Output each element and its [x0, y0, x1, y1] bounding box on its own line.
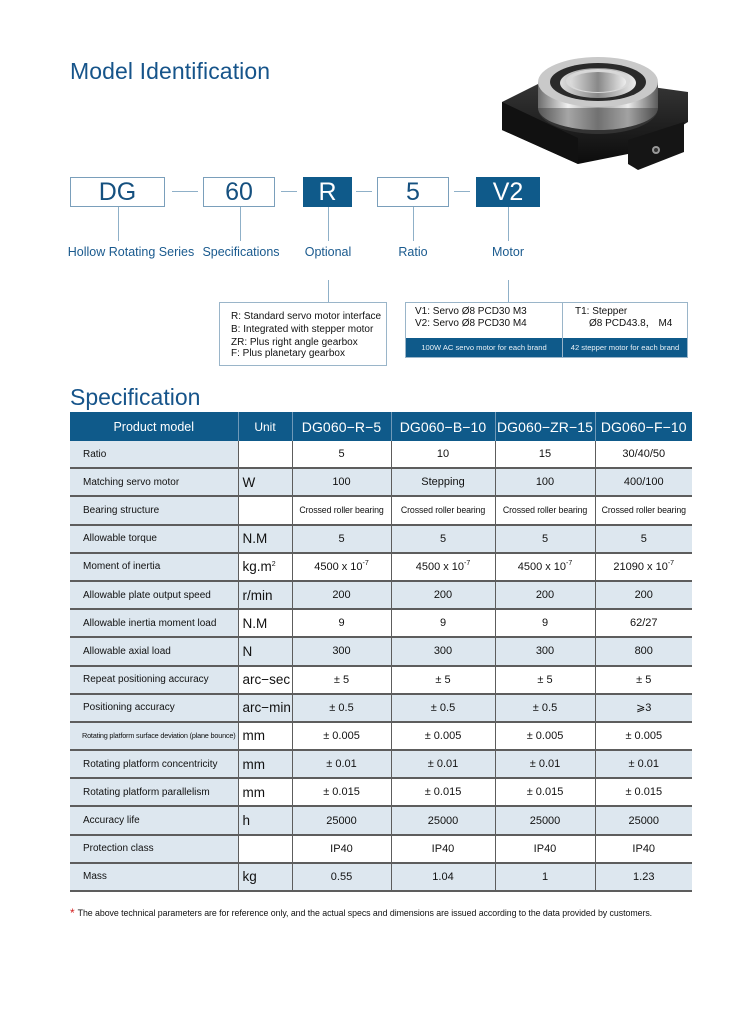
table-row — [70, 863, 692, 891]
row-label: Rotating platform parallelism — [70, 778, 238, 806]
row-value — [391, 496, 495, 524]
value-text: ± 0.005 — [424, 729, 462, 742]
row-value — [391, 637, 495, 665]
row-value — [595, 666, 692, 694]
code-optional-value: R — [318, 177, 337, 206]
row-value — [292, 666, 391, 694]
connector-line — [413, 207, 414, 241]
row-label: Moment of inertia — [70, 553, 238, 581]
row-value — [595, 525, 692, 553]
row-unit — [238, 722, 292, 750]
row-value — [495, 609, 595, 637]
row-value — [495, 835, 595, 863]
row-unit — [238, 609, 292, 637]
value-text: ± 0.005 — [625, 729, 663, 742]
unit-text: N.M — [242, 615, 268, 631]
row-value — [292, 468, 391, 496]
row-value — [495, 525, 595, 553]
code-label-motor: Motor — [492, 245, 524, 259]
specification-table — [70, 412, 692, 892]
value-text: 4500 x 10 — [314, 561, 363, 574]
row-value — [292, 863, 391, 891]
value-text: ± 0.005 — [323, 729, 360, 742]
servo-note: V1: Servo Ø8 PCD30 M3 — [415, 306, 527, 317]
row-label: Bearing structure — [70, 496, 238, 524]
unit-text: mm — [242, 756, 265, 772]
row-label: Rotating platform concentricity — [70, 750, 238, 778]
value-text: 9 — [338, 617, 345, 630]
row-value — [391, 750, 495, 778]
value-text: 1.04 — [432, 870, 454, 883]
value-text: 62/27 — [629, 617, 658, 630]
row-unit — [238, 637, 292, 665]
servo-note: V2: Servo Ø8 PCD30 M4 — [415, 318, 527, 329]
asterisk-icon: * — [70, 906, 75, 920]
value-text: ± 0.015 — [625, 786, 663, 799]
value-text: 5 — [541, 532, 549, 545]
stepper-note: Ø8 PCD43.8， M4 — [589, 318, 673, 329]
value-text: ± 0.015 — [424, 786, 462, 799]
unit-text: arc−min — [242, 700, 291, 716]
table-row — [70, 525, 692, 553]
value-text: 25000 — [326, 814, 357, 827]
value-text: 0.55 — [330, 870, 353, 883]
value-text: IP40 — [632, 842, 656, 855]
value-text: IP40 — [533, 842, 557, 855]
value-text: Crossed roller bearing — [502, 505, 588, 516]
optional-note: R: Standard servo motor interface — [231, 311, 382, 322]
row-value — [495, 468, 595, 496]
header-model: DG060−R−5 — [292, 412, 391, 441]
code-spec-value: 60 — [225, 177, 253, 206]
row-unit — [238, 835, 292, 863]
unit-text: r/min — [242, 587, 273, 603]
unit-text: N.M — [242, 531, 268, 547]
row-value — [292, 553, 391, 581]
value-text: Crossed roller bearing — [299, 505, 384, 516]
value-text: ± 0.5 — [532, 701, 558, 714]
row-label: Protection class — [70, 835, 238, 863]
header-unit: Unit — [238, 412, 292, 441]
unit-text: h — [242, 813, 251, 829]
table-row — [70, 496, 692, 524]
row-value — [391, 835, 495, 863]
stepper-footer: 42 stepper motor for each brand — [563, 338, 687, 357]
row-value — [595, 750, 692, 778]
value-text: 100 — [535, 476, 555, 489]
row-value — [495, 778, 595, 806]
row-unit — [238, 778, 292, 806]
optional-note: B: Integrated with stepper motor — [231, 323, 374, 335]
row-value — [391, 806, 495, 834]
stepper-motor-notes — [563, 303, 687, 357]
table-row — [70, 666, 692, 694]
unit-text: kg.m — [242, 559, 272, 575]
row-value — [595, 441, 692, 468]
value-text: Stepping — [421, 476, 465, 489]
value-text: ± 0.01 — [529, 758, 561, 771]
value-text: ± 0.015 — [526, 786, 564, 799]
value-text: ± 0.015 — [323, 786, 360, 799]
connector-line — [508, 207, 509, 241]
row-value — [595, 835, 692, 863]
table-header-row — [70, 412, 692, 441]
row-value — [292, 694, 391, 722]
row-value — [495, 581, 595, 609]
footnote — [70, 905, 652, 919]
unit-superscript: 2 — [271, 561, 276, 569]
row-value — [495, 553, 595, 581]
row-unit — [238, 468, 292, 496]
optional-note: ZR: Plus right angle gearbox — [231, 337, 358, 348]
value-text: 100 — [332, 476, 351, 489]
value-text: 200 — [634, 589, 653, 602]
table-row — [70, 806, 692, 834]
value-text: ± 5 — [333, 673, 350, 686]
row-value — [391, 525, 495, 553]
value-text: 15 — [538, 448, 552, 461]
value-text: ± 0.01 — [427, 758, 459, 771]
row-value — [595, 863, 692, 891]
row-unit — [238, 496, 292, 524]
row-value — [495, 637, 595, 665]
unit-text: mm — [242, 728, 265, 744]
value-text: 1.23 — [633, 870, 655, 883]
value-text: ± 0.01 — [326, 758, 357, 771]
row-value — [391, 553, 495, 581]
code-motor-value: V2 — [492, 177, 524, 206]
value-text: 9 — [541, 617, 549, 630]
value-text: 30/40/50 — [622, 448, 666, 461]
row-value — [391, 666, 495, 694]
row-value — [595, 581, 692, 609]
row-value — [595, 722, 692, 750]
row-value — [495, 496, 595, 524]
code-label-optional: Optional — [304, 245, 352, 259]
value-text: 300 — [433, 645, 453, 658]
row-value — [292, 581, 391, 609]
value-superscript: -7 — [566, 560, 573, 568]
code-label-series: Hollow Rotating Series — [67, 245, 195, 259]
row-value — [595, 637, 692, 665]
table-row — [70, 694, 692, 722]
row-unit — [238, 806, 292, 834]
value-text: ± 0.5 — [430, 701, 456, 714]
row-value — [495, 441, 595, 468]
table-row — [70, 609, 692, 637]
code-series-value: DG — [98, 177, 137, 206]
row-unit — [238, 525, 292, 553]
unit-text: mm — [242, 784, 265, 800]
row-unit — [238, 863, 292, 891]
row-value — [292, 441, 391, 468]
row-value — [495, 750, 595, 778]
row-value — [391, 441, 495, 468]
row-unit — [238, 553, 292, 581]
row-value — [292, 637, 391, 665]
value-text: 1 — [541, 870, 549, 883]
row-unit — [238, 694, 292, 722]
table-row — [70, 722, 692, 750]
value-text: Crossed roller bearing — [400, 505, 486, 516]
value-text: ⩾3 — [636, 702, 652, 715]
code-part-series — [70, 177, 165, 207]
value-text: 4500 x 10 — [517, 561, 567, 574]
value-text: ± 0.5 — [329, 701, 354, 714]
header-model: DG060−ZR−15 — [495, 412, 595, 441]
row-unit — [238, 666, 292, 694]
row-label: Rotating platform surface deviation (plane bounce) — [70, 722, 238, 750]
optional-note: F: Plus planetary gearbox — [231, 347, 345, 359]
value-text: ± 5 — [537, 673, 553, 686]
row-value — [292, 835, 391, 863]
row-value — [595, 806, 692, 834]
value-superscript: -7 — [362, 560, 369, 568]
row-value — [391, 694, 495, 722]
header-model: DG060−F−10 — [595, 412, 692, 441]
connector-line — [240, 207, 241, 241]
row-value — [595, 609, 692, 637]
connector-dash — [172, 191, 198, 192]
value-text: 800 — [634, 645, 653, 658]
row-value — [292, 722, 391, 750]
value-text: ± 5 — [636, 673, 652, 686]
value-text: 400/100 — [623, 476, 664, 489]
value-text: 5 — [439, 532, 447, 545]
row-label: Accuracy life — [70, 806, 238, 834]
code-part-ratio — [377, 177, 449, 207]
row-value — [292, 609, 391, 637]
code-part-motor — [476, 177, 540, 207]
servo-motor-notes — [406, 303, 563, 357]
row-value — [595, 468, 692, 496]
row-label: Positioning accuracy — [70, 694, 238, 722]
value-text: 300 — [535, 645, 555, 658]
row-label: Matching servo motor — [70, 468, 238, 496]
model-identification-title: Model Identification — [70, 58, 271, 84]
row-value — [292, 750, 391, 778]
row-value — [495, 863, 595, 891]
row-value — [292, 525, 391, 553]
row-label: Allowable inertia moment load — [70, 609, 238, 637]
header-model: DG060−B−10 — [391, 412, 495, 441]
value-text: 300 — [332, 645, 351, 658]
row-value — [391, 468, 495, 496]
code-label-specification: Specifications — [202, 245, 280, 259]
row-value — [595, 553, 692, 581]
value-text: 5 — [338, 448, 345, 461]
code-part-optional — [303, 177, 352, 207]
value-text: ± 5 — [435, 673, 451, 686]
row-unit — [238, 441, 292, 468]
table-row — [70, 441, 692, 468]
code-ratio-value: 5 — [406, 177, 420, 206]
table-row — [70, 750, 692, 778]
connector-dash — [281, 191, 297, 192]
row-value — [495, 694, 595, 722]
row-value — [292, 806, 391, 834]
unit-text: kg — [242, 869, 257, 885]
rotary-table — [538, 57, 658, 134]
value-superscript: -7 — [464, 560, 471, 568]
row-value — [292, 496, 391, 524]
hollow-rotary-platform-image — [488, 52, 688, 170]
value-text: IP40 — [431, 842, 455, 855]
table-row — [70, 778, 692, 806]
table-row — [70, 468, 692, 496]
row-unit — [238, 750, 292, 778]
optional-notes-box — [219, 302, 387, 366]
value-text: 10 — [436, 448, 450, 461]
value-text: IP40 — [330, 842, 353, 855]
table-row — [70, 553, 692, 581]
row-value — [391, 863, 495, 891]
row-label: Repeat positioning accuracy — [70, 666, 238, 694]
row-value — [595, 496, 692, 524]
value-text: ± 0.01 — [628, 758, 659, 771]
value-text: 4500 x 10 — [415, 561, 465, 574]
value-text: 200 — [535, 589, 555, 602]
value-text: 21090 x 10 — [613, 561, 668, 574]
row-value — [292, 778, 391, 806]
row-value — [391, 778, 495, 806]
row-value — [595, 694, 692, 722]
row-value — [391, 609, 495, 637]
row-unit — [238, 581, 292, 609]
servo-footer: 100W AC servo motor for each brand — [406, 338, 562, 357]
stepper-note: T1: Stepper — [575, 306, 628, 317]
row-label: Ratio — [70, 441, 238, 468]
value-text: 200 — [332, 589, 351, 602]
unit-text: W — [242, 474, 256, 490]
row-label: Allowable torque — [70, 525, 238, 553]
connector-dash — [454, 191, 470, 192]
connector-line — [508, 280, 509, 302]
row-value — [495, 806, 595, 834]
code-label-ratio: Ratio — [398, 245, 428, 259]
table-row — [70, 637, 692, 665]
value-text: 9 — [439, 617, 447, 630]
table-row — [70, 581, 692, 609]
row-label: Allowable plate output speed — [70, 581, 238, 609]
footnote-text: The above technical parameters are for reference only, and the actual specs and dimensions are issued according to the data provided by customers. — [77, 908, 653, 918]
value-text: 5 — [640, 532, 647, 545]
connector-line — [118, 207, 119, 241]
row-value — [391, 581, 495, 609]
specification-title: Specification — [70, 384, 201, 410]
value-text: ± 0.005 — [526, 729, 564, 742]
table-row — [70, 835, 692, 863]
value-text: Crossed roller bearing — [601, 505, 686, 516]
row-value — [495, 666, 595, 694]
connector-dash — [356, 191, 372, 192]
row-value — [595, 778, 692, 806]
header-product-model: Product model — [70, 412, 238, 441]
row-label: Mass — [70, 863, 238, 891]
row-value — [495, 722, 595, 750]
value-text: 25000 — [628, 814, 660, 827]
code-part-specification — [203, 177, 275, 207]
connector-line — [328, 207, 329, 241]
value-text: 25000 — [529, 814, 561, 827]
connector-line — [328, 280, 329, 302]
motor-notes-box — [405, 302, 688, 358]
unit-text: arc−sec — [242, 672, 291, 688]
value-text: 200 — [433, 589, 453, 602]
row-label: Allowable axial load — [70, 637, 238, 665]
value-text: 25000 — [427, 814, 459, 827]
row-value — [391, 722, 495, 750]
value-superscript: -7 — [667, 560, 675, 568]
unit-text: N — [242, 643, 253, 659]
value-text: 5 — [338, 532, 345, 545]
